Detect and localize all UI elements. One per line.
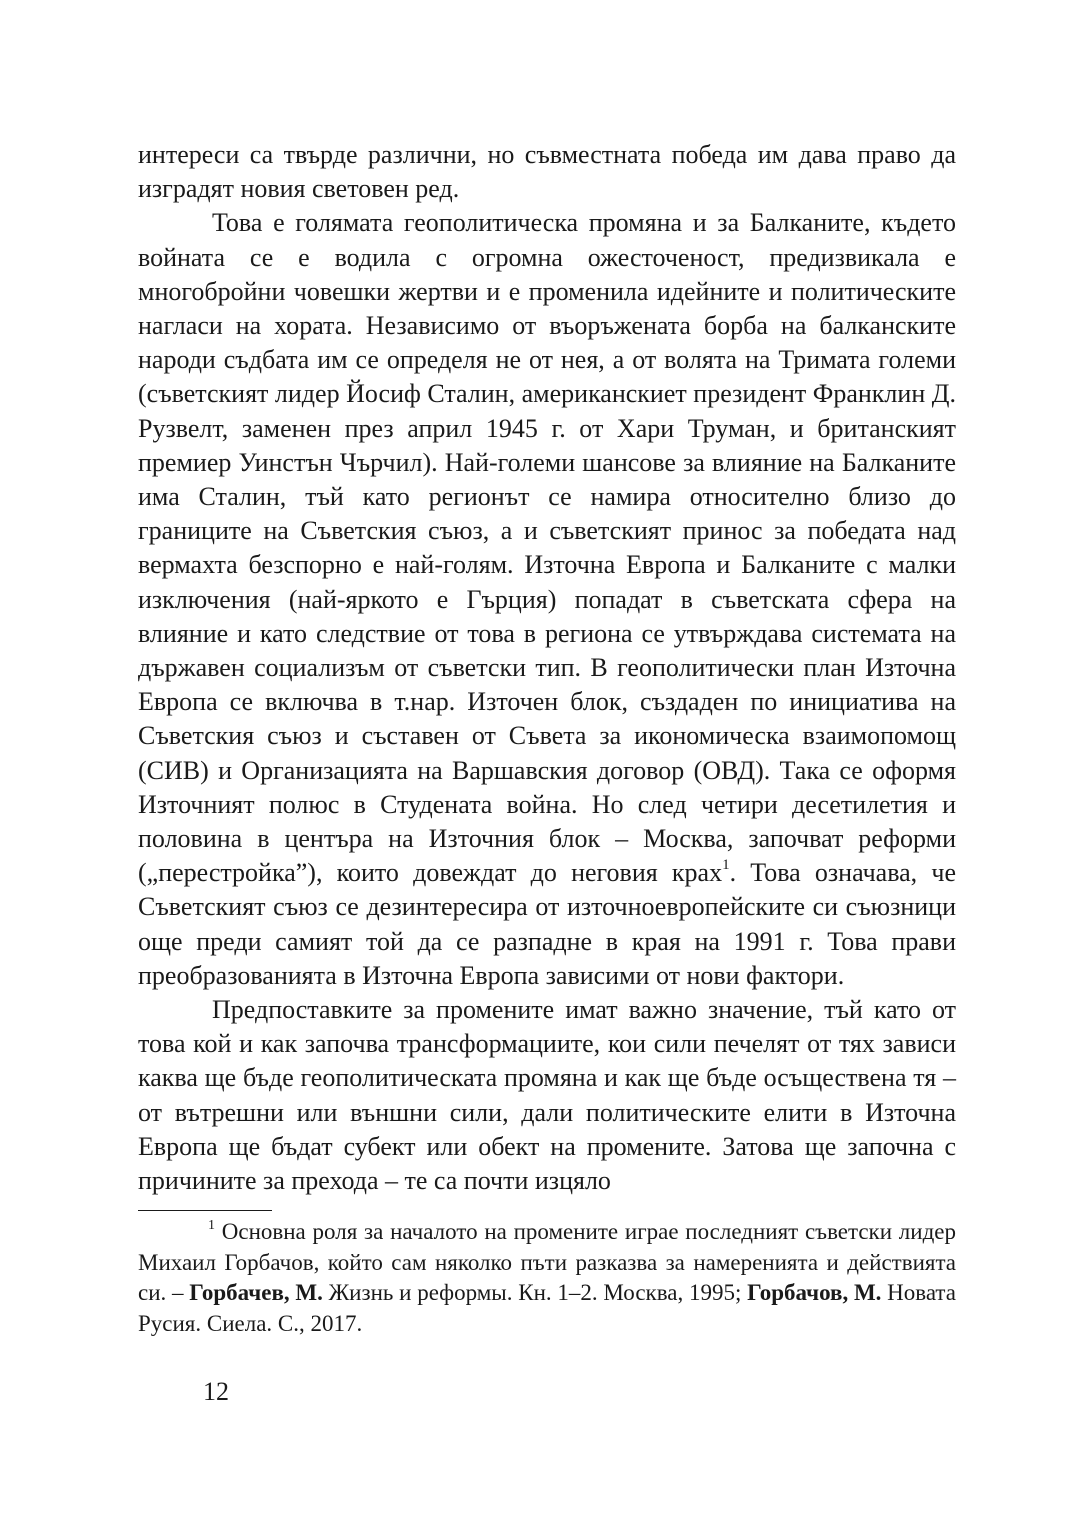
- paragraph-balkans-tail: . Това означава, че Съветският съюз се дезинтересира от източноевропейските си съюзници още преди самият той да се разпадне в края на 1991 г. Това прави преобразованията в Източна Европа зависими от нови фактори.: [138, 858, 956, 990]
- footnote-author-a: Горбачев, М.: [189, 1280, 323, 1306]
- footnote: [138, 1217, 956, 1339]
- footnote-reference: 1: [722, 857, 730, 874]
- footnote-text-b: Жизнь и реформы. Кн. 1–2. Москва, 1995;: [322, 1280, 748, 1306]
- footnote-author-b: Горбачов, М.: [747, 1280, 882, 1306]
- paragraph-continued: интереси са твърде различни, но съвместната победа им дава право да изградят новия световен ред.: [138, 140, 956, 204]
- page-number: 12: [203, 1377, 229, 1406]
- paragraph-balkans: [138, 206, 956, 993]
- page-content: [138, 138, 956, 1339]
- footnote-text-a: Основна роля за началото на промените играе последният съветски лидер Михаил Горбачов, който сам няколко пъти разказва за намеренията и действията си. –: [138, 1219, 956, 1306]
- footnote-divider: [138, 1210, 272, 1211]
- paragraph-preconditions: Предпоставките за промените имат важно значение, тъй като от това кой и как започва трансформациите, кои сили печелят от тях зависи каква ще бъде геополитическата промяна и как ще бъде осъществена тя – от вътрешни или външни сили, дали политическите елити в Източна Европа ще бъдат субект или обект на промените. Затова ще започна с причините за прехода – те са почти изцяло: [138, 995, 956, 1196]
- footnote-marker: 1: [208, 1218, 215, 1234]
- footnote-text-c: Новата Русия. Сиела. С., 2017.: [138, 1280, 956, 1336]
- paragraph-balkans-text: Това е голямата геополитическа промяна и за Балканите, където войната се е водила с огромна ожесточеност, предизвикала е многобройни човешки жертви и е променила идейните и политическите нагласи на хората. Независимо от въоръжената борба на балканските народи съдбата им се определя не от нея, а от волята на Тримата големи (съветският лидер Йосиф Сталин, американскиет президент Франклин Д. Рузвелт, заменен през април 1945 г. от Хари Труман, и британският премиер Уинстън Чърчил). Най-големи шансове за влияние на Балканите има Сталин, тъй като регионът се намира относително близо до границите на Съветския съюз, а и съветският принос за победата над вермахта безспорно е най-голям. Източна Европа и Балканите с малки изключения (най-яркото е Гърция) попадат в съветската сфера на влияние и като следствие от това в региона се утвърждава системата на държавен социализъм от съветски тип. В геополитически план Източна Европа се включва в т.нар. Източен блок, създаден по инициатива на Съветския съюз и съставен от Съвета за икономическа взаимопомощ (СИВ) и Организацията на Варшавския договор (ОВД). Така се оформя Източният полюс в Студената война. Но след четири десетилетия и половина в центъра на Източния блок – Москва, започват реформи („перестройка”), които довеждат до неговия крах: [138, 208, 956, 888]
